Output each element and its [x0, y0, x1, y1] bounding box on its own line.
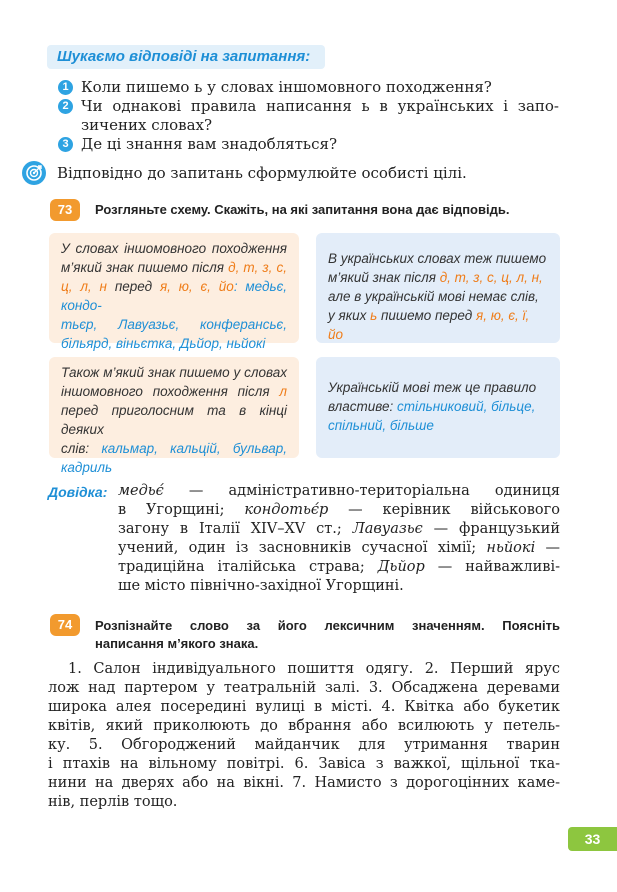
box4-examples-line2: спільний, більше: [328, 418, 434, 433]
box3-examples: кальмар, кальцій, бульвар,: [101, 441, 287, 456]
box3-line1: Також м’який знак пишемо у словах: [61, 365, 287, 380]
exercise-73-number: 73: [50, 199, 80, 221]
question-2-text-line2: зичених словах?: [81, 116, 213, 134]
box1-examples-start: : медьє, кондо-: [61, 279, 288, 313]
question-number-3: 3: [58, 137, 73, 152]
question-3-text: Де ці знання вам знадобляться?: [81, 135, 338, 153]
question-number-2: 2: [58, 99, 73, 114]
reference-line-5: традиційна італійська страва; Дьйор — найважливі-: [118, 559, 560, 575]
question-2-text-line1: Чи однакові правила написання ь в українських і запо-: [81, 97, 559, 115]
ex74-text-line-8: нів, перлів тощо.: [48, 794, 178, 810]
ex74-text-line-2: лож над партером у театральній залі. 3. Обсаджена деревами: [48, 680, 560, 696]
box1-examples-line3: більярд, віньєтка, Дьйор, ньйокі: [61, 336, 266, 351]
box3-words-label: слів:: [61, 441, 102, 456]
box1-line2-text: м’який знак пишемо після: [61, 260, 229, 275]
box3-line3: перед приголосним та в кінці деяких: [61, 403, 287, 437]
ex74-text-line-1: 1. Салон індивідуального пошиття одягу. 2. Перший ярус: [68, 661, 560, 677]
question-1-text: Коли пишемо ь у словах іншомовного походження?: [81, 78, 492, 96]
page-number: 33: [568, 827, 617, 851]
box2-soft-sign: ь: [370, 308, 378, 323]
ex74-text-line-4: квітів, який приколюють до вбрання або всилюють у петель-: [48, 718, 560, 734]
reference-line-1: медьє́ — адміністративно-територіальна одиниця: [118, 483, 560, 499]
exercise-74-number: 74: [50, 614, 80, 636]
box4-line2-text: властиве:: [328, 399, 397, 414]
exercise-74-task-line2: написання м’якого знака.: [95, 636, 259, 651]
scheme-box-foreign-d-t: [49, 233, 299, 351]
box4-examples: стільниковий, більце,: [396, 399, 536, 414]
box1-line1: У словах іншомовного походження: [61, 241, 287, 256]
box2-line3: але в українській мові немає слів,: [328, 289, 539, 304]
target-icon: [22, 161, 46, 185]
box1-vowels: я, ю, є, йо: [159, 279, 234, 294]
reference-line-4: учений, один із засновників сучасної хімії; ньйокі —: [118, 540, 561, 556]
box1-letters-cont: ц, л, н: [61, 279, 107, 294]
box2-line1: В українських словах теж пишемо: [328, 251, 547, 266]
exercise-73-task: Розгляньте схему. Скажіть, на які запитання вона дає відповідь.: [95, 202, 510, 217]
ex74-text-line-5: ку. 5. Обгороджений майданчик для утримання тварин: [48, 737, 560, 753]
reference-line-6: ше місто північно-західної Угорщині.: [118, 578, 404, 594]
scheme-box-ukrainian-l: [316, 357, 560, 458]
box2-line4-text: у яких: [328, 308, 371, 323]
reference-line-3: загону в Італії XIV–XV ст.; Лавуазьє — французький: [118, 521, 560, 537]
ex74-text-line-6: і птахів на вільному повітрі. 6. Завіса з важкої, щільної тка-: [48, 756, 560, 772]
box1-before: перед: [106, 279, 160, 294]
box3-line2-text: іншомовного походження після: [61, 384, 280, 399]
box2-line2-text: м’який знак після: [328, 270, 440, 285]
box2-letters: д, т, з, с, ц, л, н,: [439, 270, 543, 285]
box2-vowels: я, ю, є, ї, йо: [328, 308, 530, 342]
box2-before: пишемо перед: [377, 308, 476, 323]
box3-letter-l: л: [279, 384, 287, 399]
exercise-74-task-line1: Розпізнайте слово за його лексичним значенням. Поясніть: [95, 618, 560, 633]
box4-line1: Українській мові теж це правило: [328, 380, 537, 395]
ex74-text-line-3: широка алея посередині вулиці в місті. 4. Квітка або букетик: [48, 699, 560, 715]
goal-text: Відповідно до запитань сформулюйте особисті цілі.: [57, 164, 467, 182]
reference-label: Довідка:: [48, 484, 108, 500]
box1-examples-line2: тьєр, Лавуазьє, конферансьє,: [61, 317, 287, 332]
questions-title: Шукаємо відповіді на запитання:: [47, 45, 325, 69]
box1-letters: д, т, з, с,: [228, 260, 287, 275]
scheme-box-ukrainian-d-t: [316, 233, 560, 343]
question-number-1: 1: [58, 80, 73, 95]
scheme-box-foreign-l: [49, 357, 299, 475]
box3-examples-line2: кадриль: [61, 460, 113, 475]
reference-line-2: в Угорщині; кондотьє́р — керівник військового: [118, 502, 560, 518]
ex74-text-line-7: нини на дверях або на вікні. 7. Намисто з дорогоцінних каме-: [48, 775, 560, 791]
